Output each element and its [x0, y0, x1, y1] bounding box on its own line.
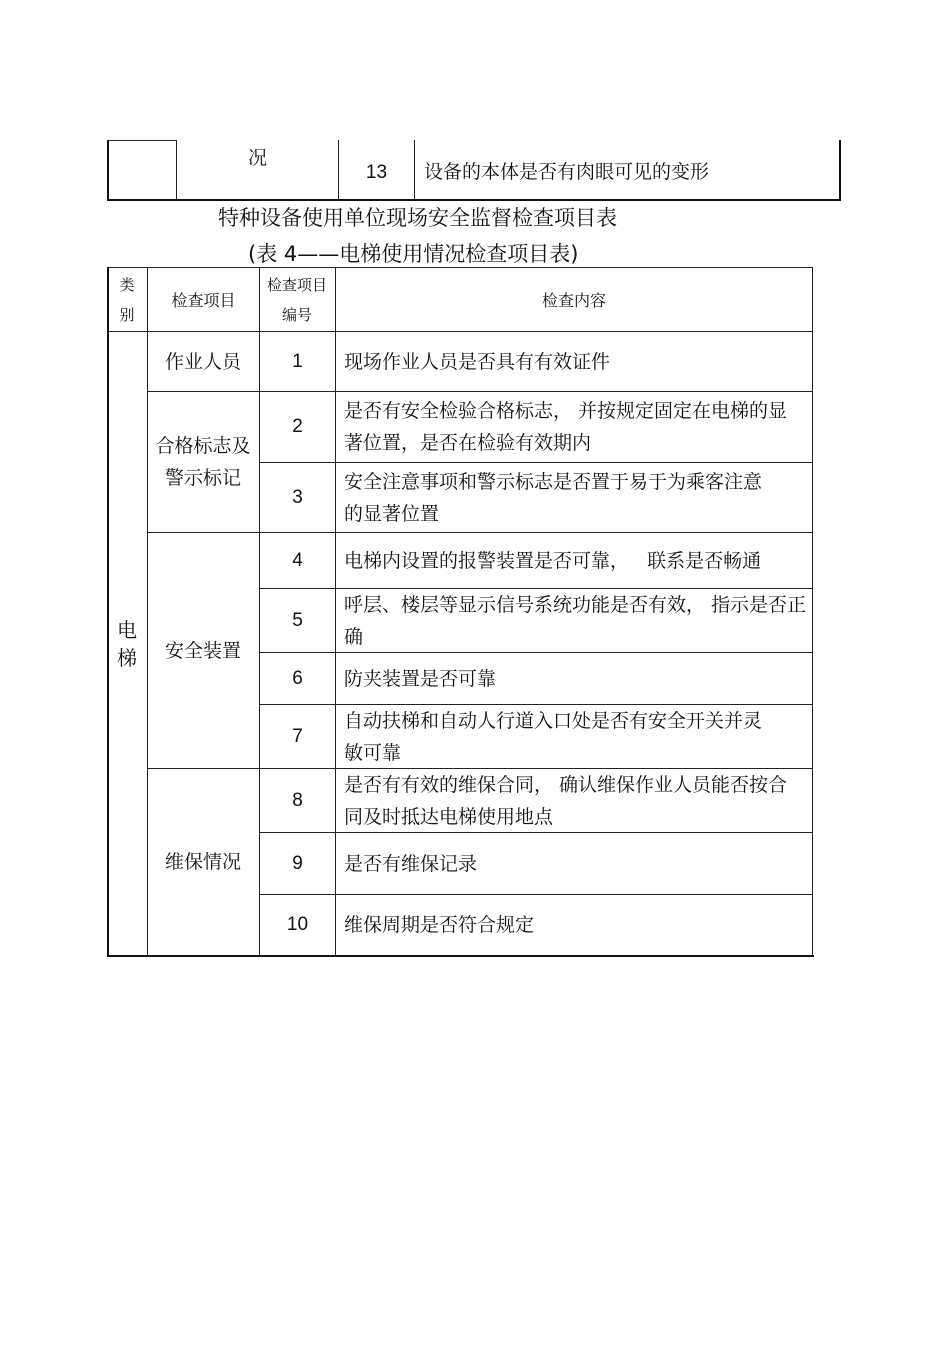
row-number: 10	[286, 914, 309, 935]
prev-table-divider	[414, 140, 415, 200]
row-content: 是否有有效的维保合同， 确认维保作业人员能否按合同及时抵达电梯使用地点	[344, 773, 788, 828]
column-divider	[147, 267, 148, 956]
group-cell: 维保情况	[164, 851, 241, 873]
header-number: 检查项目编号	[266, 276, 327, 324]
row-content: 电梯内设置的报警装置是否可靠， 联系是否畅通	[344, 549, 762, 572]
row-content: 是否有维保记录	[344, 852, 478, 875]
prev-table-border	[839, 140, 841, 200]
prev-number-cell: 13	[365, 162, 388, 183]
header-category: 类别	[119, 276, 135, 324]
row-content: 是否有安全检验合格标志， 并按规定固定在电梯的显著位置，是否在检验有效期内	[344, 400, 788, 454]
row-content: 防夹装置是否可靠	[344, 667, 497, 690]
row-number: 4	[292, 549, 303, 571]
group-cell: 安全装置	[164, 639, 241, 662]
row-content: 自动扶梯和自动人行道入口处是否有安全开关并灵敏可靠	[344, 709, 763, 764]
row-content: 安全注意事项和警示标志是否置于易于为乘客注意的显著位置	[344, 470, 763, 525]
column-divider	[335, 267, 336, 956]
row-number: 3	[292, 486, 303, 508]
row-content: 现场作业人员是否具有有效证件	[344, 350, 611, 373]
row-number: 8	[292, 789, 303, 811]
group-cell: 合格标志及警示标记	[155, 435, 251, 489]
row-number: 6	[292, 667, 303, 689]
prev-item-cell: 况	[247, 147, 267, 169]
row-number: 2	[292, 416, 303, 437]
header-content: 检查内容	[541, 291, 606, 310]
row-content: 维保周期是否符合规定	[344, 914, 535, 936]
page-subtitle: (表 4——电梯使用情况检查项目表)	[248, 242, 579, 266]
prev-content-cell: 设备的本体是否有肉眼可见的变形	[424, 161, 710, 183]
prev-table-border	[107, 140, 109, 200]
page-title: 特种设备使用单位现场安全监督检查项目表	[218, 206, 617, 230]
row-number: 5	[292, 609, 303, 631]
table-border	[107, 267, 109, 957]
group-cell: 作业人员	[164, 350, 241, 373]
prev-table-border	[107, 199, 841, 201]
table-border	[812, 267, 813, 956]
row-number: 1	[292, 350, 303, 372]
row-number: 7	[292, 725, 303, 747]
prev-table-border	[107, 140, 177, 141]
category-cell: 电梯	[117, 617, 137, 670]
header-item: 检查项目	[171, 291, 236, 310]
row-number: 9	[292, 852, 303, 874]
table-border	[107, 955, 814, 957]
row-content: 呼层、楼层等显示信号系统功能是否有效， 指示是否正确	[344, 593, 807, 648]
